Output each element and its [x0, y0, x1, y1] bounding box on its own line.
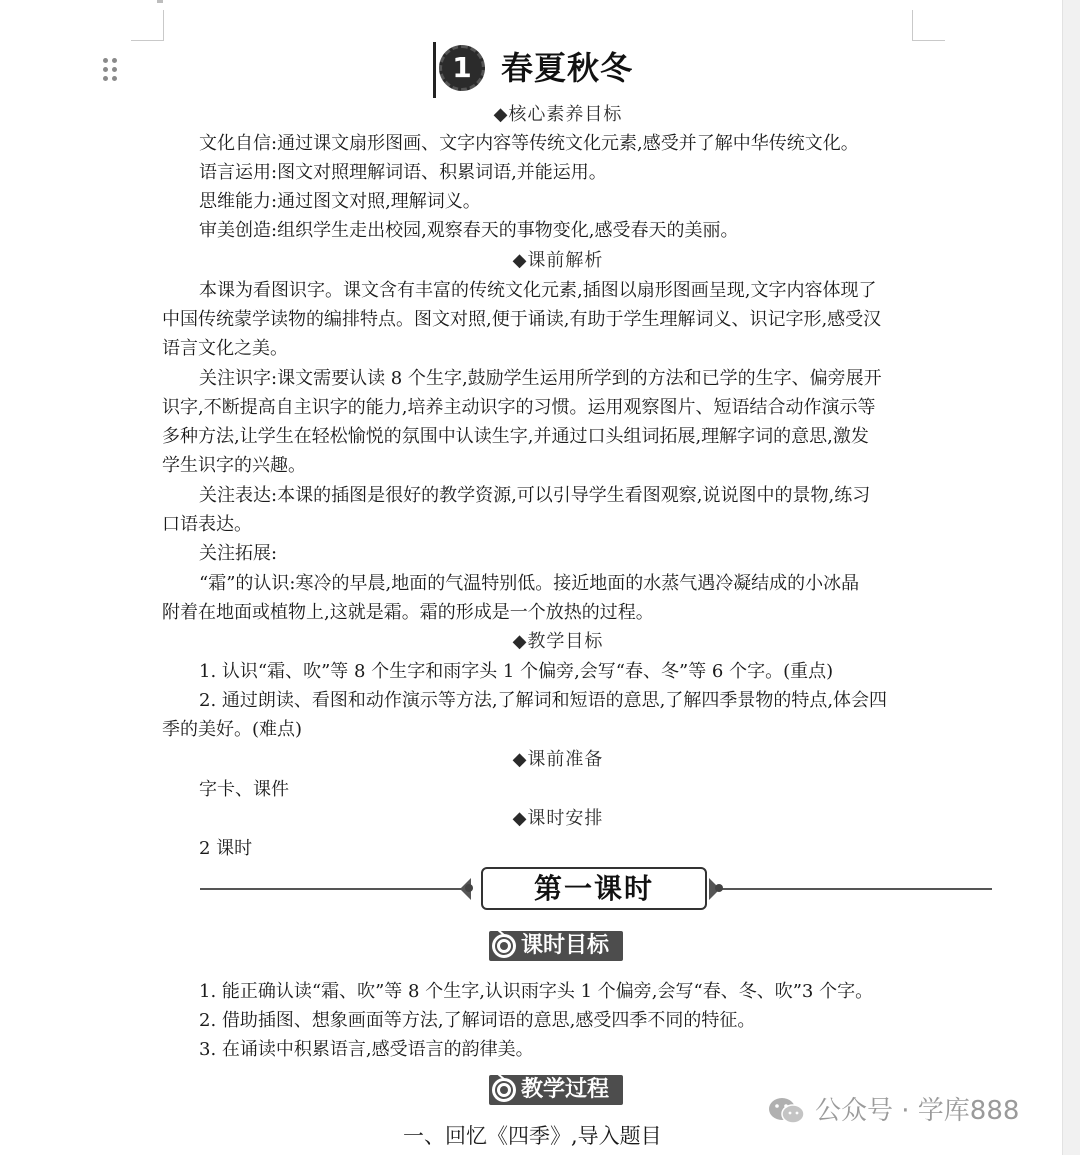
- section-heading-core: ◆核心素养目标: [493, 104, 623, 125]
- goal-line: 季的美好。(难点): [162, 719, 303, 740]
- margin-corner-right: [912, 10, 945, 41]
- lesson-title: [433, 42, 693, 98]
- analysis-line: 附着在地面或植物上,这就是霜。霜的形成是一个放热的过程。: [162, 602, 654, 623]
- lesson-goal-line: 2. 借助插图、想象画面等方法,了解词语的意思,感受四季不同的特征。: [199, 1010, 756, 1031]
- drag-handle-icon[interactable]: [101, 58, 121, 84]
- target-icon: [492, 1078, 516, 1102]
- divider-left-dot: [465, 884, 473, 892]
- wechat-icon: [767, 1096, 807, 1126]
- lesson-goals-tag: [489, 931, 623, 961]
- analysis-line: “霜”的认识:寒冷的早晨,地面的气温特别低。接近地面的水蒸气遇冷凝结成的小冰晶: [199, 573, 860, 594]
- lesson-period-title: 第一课时: [481, 867, 707, 910]
- core-line: 思维能力:通过图文对照,理解词义。: [199, 191, 481, 212]
- analysis-line: 关注表达:本课的插图是很好的教学资源,可以引导学生看图观察,说说图中的景物,练习: [199, 485, 871, 506]
- page-top-marker: [157, 0, 163, 3]
- lesson-number-badge: 1: [439, 45, 485, 91]
- target-icon: [492, 934, 516, 958]
- analysis-line: 识字,不断提高自主识字的能力,培养主动识字的习惯。运用观察图片、短语结合动作演示等: [162, 397, 876, 418]
- margin-corner-left: [131, 10, 164, 41]
- watermark: [767, 1094, 1052, 1128]
- goal-line: 1. 认识“霜、吹”等 8 个生字和雨字头 1 个偏旁,会写“春、冬”等 6 个字。(重点): [199, 661, 834, 682]
- process-heading: 一、回忆《四季》,导入题目: [403, 1124, 662, 1148]
- divider-right: [720, 888, 992, 890]
- prep-text: 字卡、课件: [199, 779, 289, 800]
- lesson-goal-line: 3. 在诵读中积累语言,感受语言的韵律美。: [199, 1039, 534, 1060]
- core-line: 语言运用:图文对照理解词语、积累词语,并能运用。: [199, 162, 607, 183]
- schedule-text: 2 课时: [199, 838, 253, 859]
- analysis-line: 口语表达。: [162, 514, 252, 535]
- divider-left: [200, 888, 468, 890]
- section-heading-analysis: ◆课前解析: [512, 250, 604, 271]
- analysis-line: 关注识字:课文需要认读 8 个生字,鼓励学生运用所学到的方法和已学的生字、偏旁展开: [199, 368, 882, 389]
- analysis-line: 中国传统蒙学读物的编排特点。图文对照,便于诵读,有助于学生理解词义、识记字形,感受汉: [162, 309, 882, 330]
- section-heading-schedule: ◆课时安排: [512, 808, 604, 829]
- lesson-goal-line: 1. 能正确认读“霜、吹”等 8 个生字,认识雨字头 1 个偏旁,会写“春、冬、吹”3 个字。: [199, 981, 874, 1002]
- watermark-text: 公众号 · 学库888: [815, 1096, 1020, 1126]
- analysis-line: 多种方法,让学生在轻松愉悦的氛围中认读生字,并通过口头组词拓展,理解字词的意思,激发: [162, 426, 869, 447]
- goal-line: 2. 通过朗读、看图和动作演示等方法,了解词和短语的意思,了解四季景物的特点,体会四: [199, 690, 888, 711]
- section-heading-prep: ◆课前准备: [512, 749, 604, 770]
- analysis-line: 关注拓展:: [199, 543, 278, 564]
- core-line: 文化自信:通过课文扇形图画、文字内容等传统文化元素,感受并了解中华传统文化。: [199, 133, 859, 154]
- core-line: 审美创造:组织学生走出校园,观察春天的事物变化,感受春天的美丽。: [199, 220, 739, 241]
- analysis-line: 学生识字的兴趣。: [162, 455, 306, 476]
- teaching-process-tag: [489, 1075, 623, 1105]
- analysis-line: 本课为看图识字。课文含有丰富的传统文化元素,插图以扇形图画呈现,文字内容体现了: [199, 280, 877, 301]
- window-scroll-edge[interactable]: [1062, 0, 1080, 1155]
- divider-right-dot: [715, 884, 723, 892]
- text-cursor: [433, 42, 436, 98]
- section-heading-goals: ◆教学目标: [512, 631, 604, 652]
- lesson-goals-tag-label: 课时目标: [521, 933, 610, 958]
- teaching-process-tag-label: 教学过程: [521, 1077, 610, 1102]
- analysis-line: 语言文化之美。: [162, 338, 288, 359]
- page-title: 春夏秋冬: [501, 49, 634, 87]
